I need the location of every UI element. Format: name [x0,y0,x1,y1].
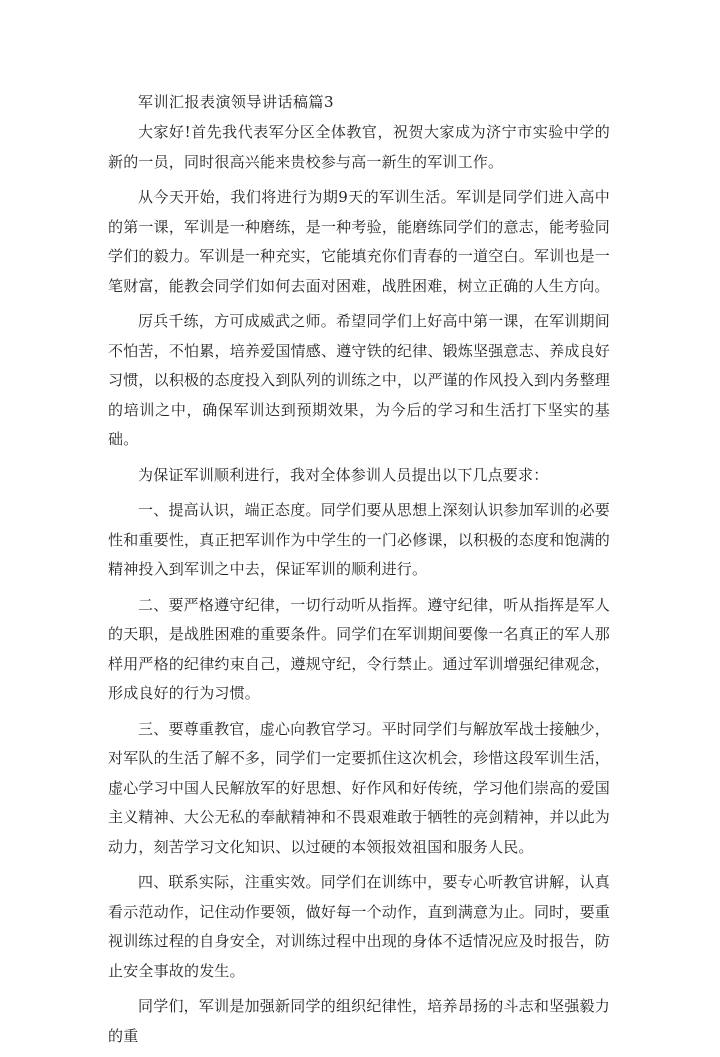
paragraph-requirements-intro: 为保证军训顺利进行，我对全体参训人员提出以下几点要求： [138,465,549,484]
document-body [108,118,610,1057]
paragraph-requirement-1: 一、提高认识，端正态度。同学们要从思想上深刻认识参加军训的必要性和重要性，真正把军训作为中学生的一门必修课，以积极的态度和饱满的精神投入到军训之中去，保证军训的顺利进行。 [108,501,610,578]
paragraph-requirement-3: 三、要尊重教官，虚心向教官学习。平时同学们与解放军战士接触少，对军队的生活了解不多，同学们一定要抓住这次机会，珍惜这段军训生活，虚心学习中国人民解放军的好思想、好作风和好传统，学习他们崇高的爱国主义精神、大公无私的奉献精神和不畏艰难敢于牺牲的亮剑精神，并以此为动力，刻苦学习文化知识、以过硬的本领报效祖国和服务人民。 [108,719,610,856]
paragraph-closing: 同学们，军训是加强新同学的组织纪律性，培养昂扬的斗志和坚强毅力的重 [108,997,610,1045]
paragraph-greeting: 大家好!首先我代表军分区全体教官，祝贺大家成为济宁市实验中学的新的一员，同时很高兴能来贵校参与高一新生的军训工作。 [108,123,610,171]
paragraph-requirement-2: 二、要严格遵守纪律，一切行动听从指挥。遵守纪律，听从指挥是军人的天职，是战胜困难的重要条件。同学们在军训期间要像一名真正的军人那样用严格的纪律约束自己，遵规守纪，令行禁止。通过军训增强纪律观念，形成良好的行为习惯。 [108,595,610,702]
paragraph-training-intro: 从今天开始，我们将进行为期9天的军训生活。军训是同学们进入高中的第一课，军训是一种磨练，是一种考验，能磨练同学们的意志，能考验同学们的毅力。军训是一种充实，它能填充你们青春的一道空白。军训也是一笔财富，能教会同学们如何去面对困难，战胜困难，树立正确的人生方向。 [108,188,610,295]
document-title: 军训汇报表演领导讲话稿篇3 [138,93,335,111]
paragraph-hopes: 厉兵千练，方可成威武之师。希望同学们上好高中第一课，在军训期间不怕苦，不怕累，培养爱国情感、遵守铁的纪律、锻炼坚强意志、养成良好习惯，以积极的态度投入到队列的训练之中，以严谨的作风投入到内务整理的培训之中，确保军训达到预期效果，为今后的学习和生活打下坚实的基础。 [108,312,610,448]
paragraph-requirement-4: 四、联系实际，注重实效。同学们在训练中，要专心听教官讲解，认真看示范动作，记住动作要领，做好每一个动作，直到满意为止。同时，要重视训练过程的自身安全，对训练过程中出现的身体不适情况应及时报告，防止安全事故的发生。 [108,873,610,980]
